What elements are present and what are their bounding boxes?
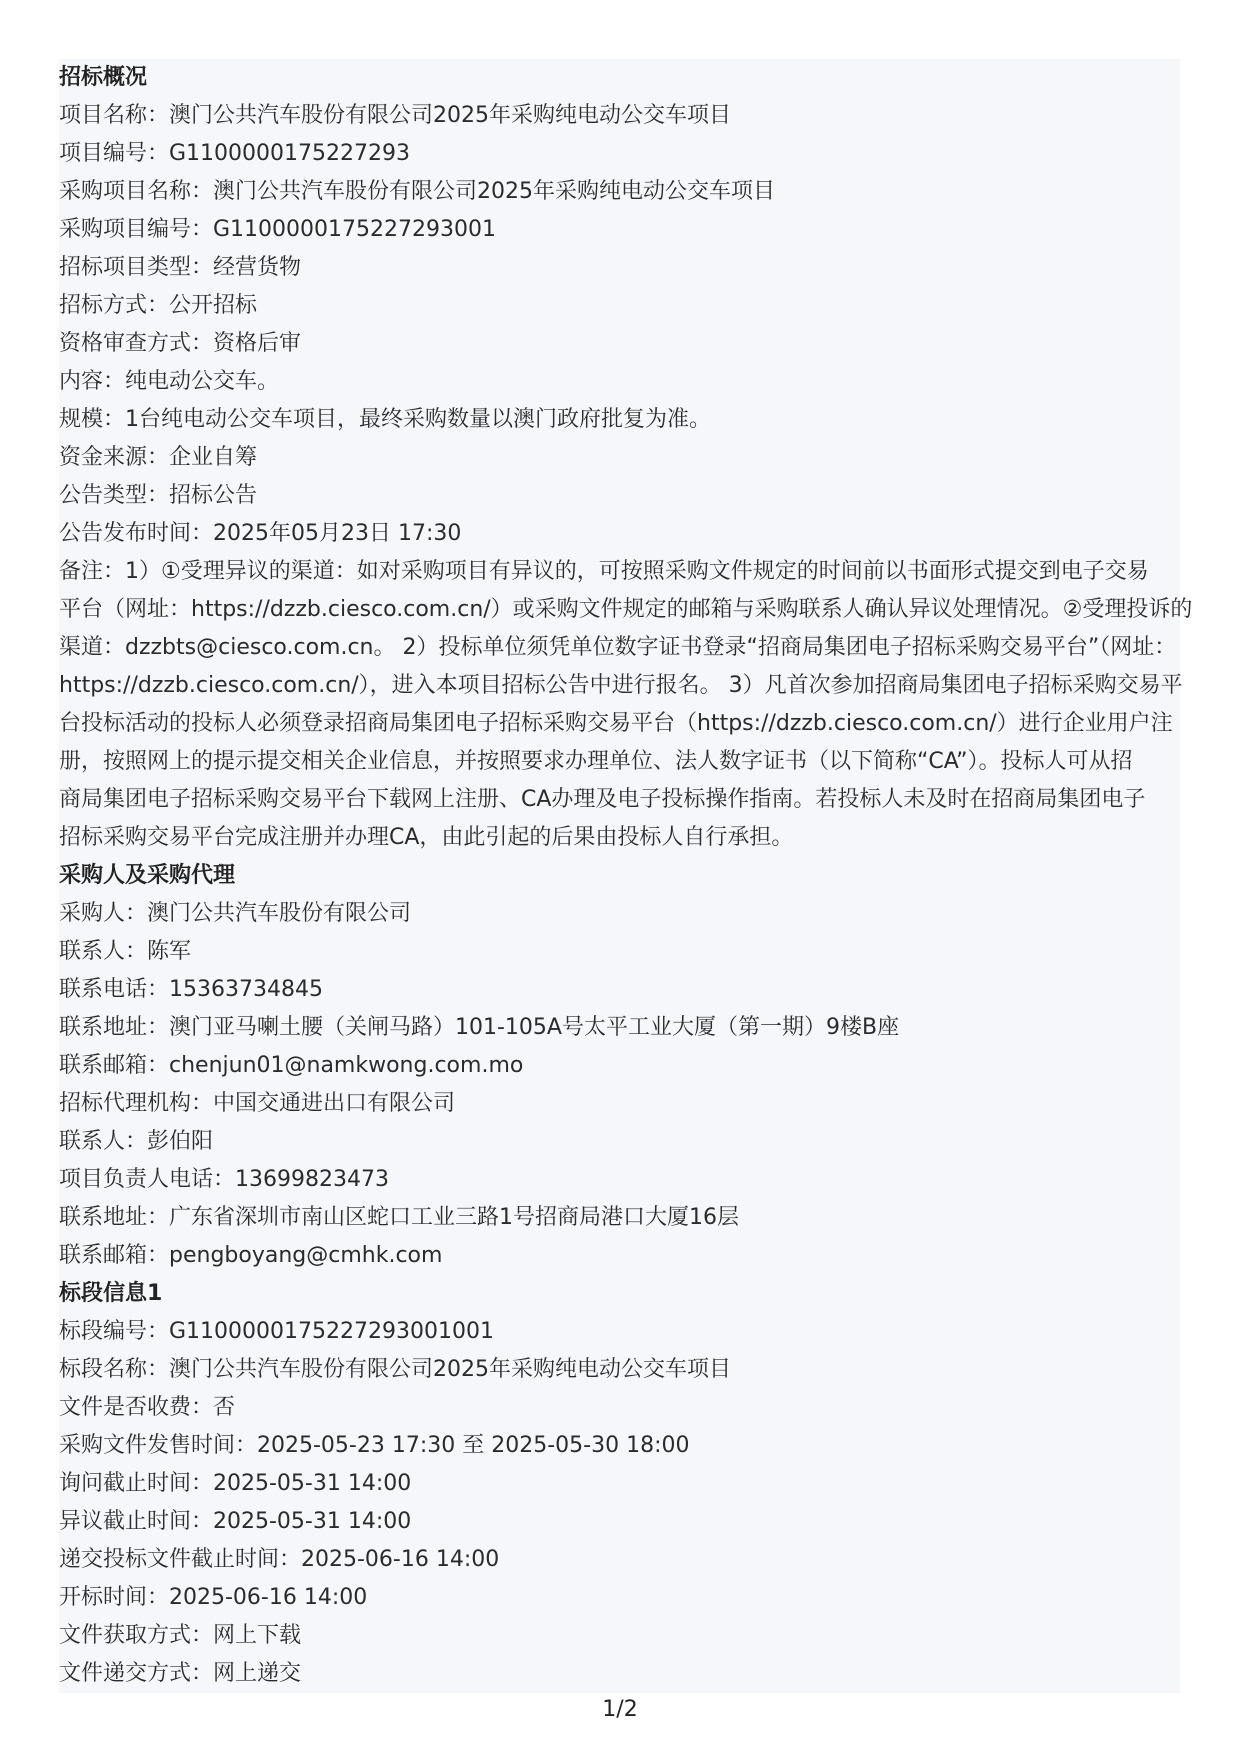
field-acquisition-method: 文件获取方式：网上下载 bbox=[59, 1623, 302, 1648]
field-fund-source: 资金来源：企业自筹 bbox=[59, 445, 258, 470]
document-body bbox=[59, 59, 1193, 1693]
field-publish-time: 公告发布时间：2025年05月23日 17:30 bbox=[59, 521, 462, 546]
field-objection-deadline: 异议截止时间：2025-05-31 14:00 bbox=[59, 1509, 412, 1534]
section-heading-lot-1: 标段信息1 bbox=[59, 1281, 163, 1306]
field-project-number: 项目编号：G1100000175227293 bbox=[59, 141, 411, 166]
field-submission-deadline: 递交投标文件截止时间：2025-06-16 14:00 bbox=[59, 1547, 500, 1572]
field-lot-number: 标段编号：G1100000175227293001001 bbox=[59, 1319, 494, 1344]
remarks-line: 招标采购交易平台完成注册并办理CA，由此引起的后果由投标人自行承担。 bbox=[59, 825, 794, 850]
remarks-line: 平台（网址：https://dzzb.ciesco.com.cn/）或采购文件规定的邮箱与采购联系人确认异议处理情况。②受理投诉的 bbox=[59, 597, 1193, 622]
field-agency-email: 联系邮箱：pengboyang@cmhk.com bbox=[59, 1243, 443, 1268]
field-purchase-project-number: 采购项目编号：G1100000175227293001 bbox=[59, 217, 496, 242]
field-purchaser-email: 联系邮箱：chenjun01@namkwong.com.mo bbox=[59, 1053, 524, 1078]
field-purchaser: 采购人：澳门公共汽车股份有限公司 bbox=[59, 901, 412, 926]
field-fee-required: 文件是否收费：否 bbox=[59, 1395, 236, 1420]
field-project-name: 项目名称：澳门公共汽车股份有限公司2025年采购纯电动公交车项目 bbox=[59, 103, 731, 128]
field-agency-phone: 项目负责人电话：13699823473 bbox=[59, 1167, 389, 1192]
remarks-line: 台投标活动的投标人必须登录招商局集团电子招标采购交易平台（https://dzzb.ciesco.com.cn/）进行企业用户注 bbox=[59, 711, 1173, 736]
remarks-line: 册，按照网上的提示提交相关企业信息，并按照要求办理单位、法人数字证书（以下简称“CA”）。投标人可从招 bbox=[59, 749, 1133, 774]
field-content: 内容：纯电动公交车。 bbox=[59, 369, 280, 394]
field-qualification-review: 资格审查方式：资格后审 bbox=[59, 331, 302, 356]
field-submission-method: 文件递交方式：网上递交 bbox=[59, 1661, 302, 1686]
field-purchaser-phone: 联系电话：15363734845 bbox=[59, 977, 323, 1002]
field-agency-contact: 联系人：彭伯阳 bbox=[59, 1129, 214, 1154]
field-notice-type: 公告类型：招标公告 bbox=[59, 483, 258, 508]
field-purchaser-contact: 联系人：陈军 bbox=[59, 939, 192, 964]
field-opening-time: 开标时间：2025-06-16 14:00 bbox=[59, 1585, 368, 1610]
field-scale: 规模：1台纯电动公交车项目，最终采购数量以澳门政府批复为准。 bbox=[59, 407, 711, 432]
remarks-line: 备注：1）①受理异议的渠道：如对采购项目有异议的，可按照采购文件规定的时间前以书面形式提交到电子交易 bbox=[59, 559, 1149, 584]
page-number: 1/2 bbox=[602, 1697, 638, 1722]
remarks-line: https://dzzb.ciesco.com.cn/），进入本项目招标公告中进行报名。 3）凡首次参加招商局集团电子招标采购交易平 bbox=[59, 673, 1183, 698]
remarks-line: 渠道：dzzbts@ciesco.com.cn。 2）投标单位须凭单位数字证书登录“招商局集团电子招标采购交易平台”（网址： bbox=[59, 635, 1177, 660]
section-heading-purchaser: 采购人及采购代理 bbox=[59, 863, 236, 888]
field-lot-name: 标段名称：澳门公共汽车股份有限公司2025年采购纯电动公交车项目 bbox=[59, 1357, 731, 1382]
field-tender-type: 招标项目类型：经营货物 bbox=[59, 255, 302, 280]
section-heading-overview: 招标概况 bbox=[59, 65, 148, 90]
field-purchase-project-name: 采购项目名称：澳门公共汽车股份有限公司2025年采购纯电动公交车项目 bbox=[59, 179, 775, 204]
field-purchaser-address: 联系地址：澳门亚马喇土腰（关闸马路）101-105A号太平工业大厦（第一期）9楼B座 bbox=[59, 1015, 900, 1040]
field-inquiry-deadline: 询问截止时间：2025-05-31 14:00 bbox=[59, 1471, 412, 1496]
field-sale-period: 采购文件发售时间：2025-05-23 17:30 至 2025-05-30 18:00 bbox=[59, 1433, 690, 1458]
field-agency-address: 联系地址：广东省深圳市南山区蛇口工业三路1号招商局港口大厦16层 bbox=[59, 1205, 739, 1230]
field-tender-method: 招标方式：公开招标 bbox=[59, 293, 258, 318]
remarks-line: 商局集团电子招标采购交易平台下载网上注册、CA办理及电子投标操作指南。若投标人未及时在招商局集团电子 bbox=[59, 787, 1146, 812]
field-agency: 招标代理机构：中国交通进出口有限公司 bbox=[59, 1091, 456, 1116]
